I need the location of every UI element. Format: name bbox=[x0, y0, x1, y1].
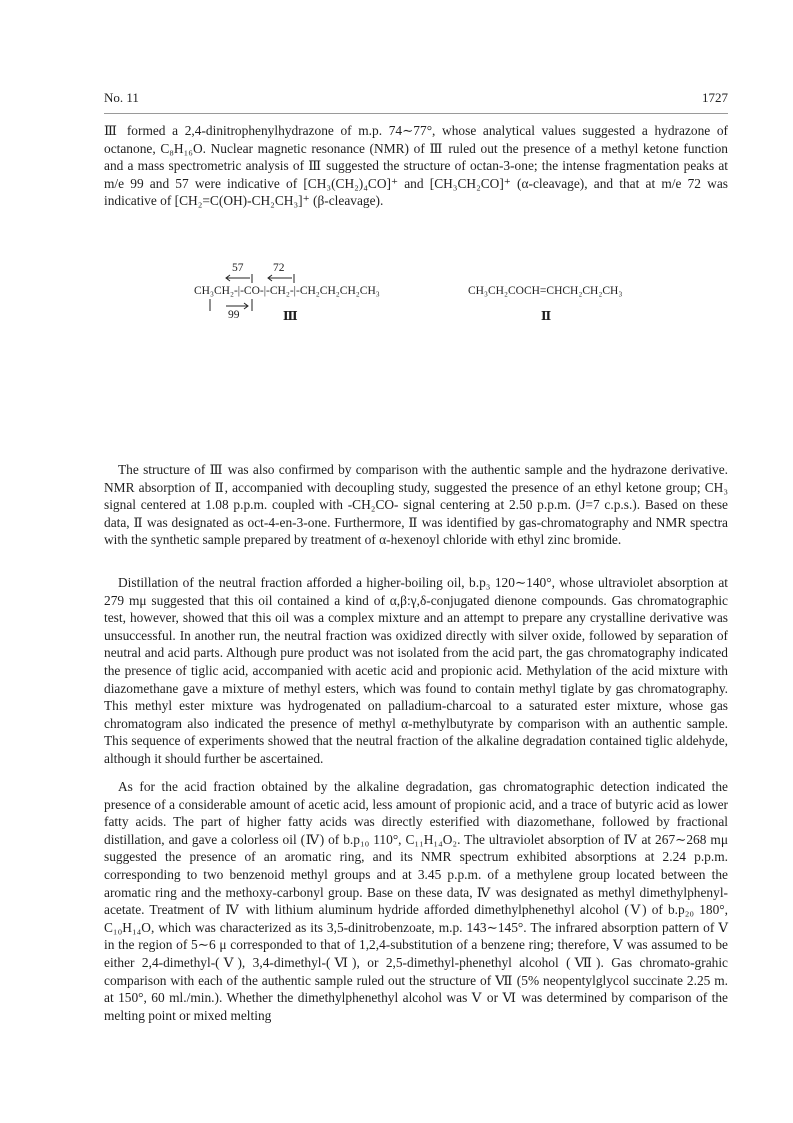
compound-III-label: Ⅲ bbox=[283, 309, 298, 323]
compound-II-label: Ⅱ bbox=[541, 309, 552, 323]
fragment-57-label: 57 bbox=[232, 262, 244, 274]
paragraph-acid-fraction: As for the acid fraction obtained by the alkaline degradation, gas chromatographic detection indicated the presence of a considerable amount of acetic acid, less amount of propionic acid, and a trace of butyric acid as lower fatty acids. The part of higher fatty acids was directly esterified with diazomethane, followed by fractional distillation, and gave a colorless oil (Ⅳ) of b.p₁₀ 110°, C₁₁H₁₄O₂. The ultraviolet absorption of Ⅳ at 267∼268 mμ suggested the presence of an aromatic ring, and its NMR spectrum exhibited absorptions at 2.24 p.p.m. corresponding to two benzenoid methyl groups and at 3.45 p.p.m. of a methylene group located between the aromatic ring and the methoxy-carbonyl group. Base on these data, Ⅳ was designated as methyl dimethylphenyl-acetate. Treatment of Ⅳ with lithium aluminum hydride afforded dimethylphenethyl alcohol (Ⅴ) of b.p₂₀ 180°, C₁₀H₁₄O, which was characterized as its 3,5-dinitrobenzoate, m.p. 143∼145°. The infrared absorption pattern of Ⅴ in the region of 5∼6 μ corresponded to that of 1,2,4-substitution of a benzene ring; therefore, Ⅴ was assumed to be either 2,4-dimethyl-(Ⅴ), 3,4-dimethyl-(Ⅵ), or 2,5-dimethyl-phenethyl alcohol (Ⅶ). Gas chromato-grahic comparison with each of the authentic sample ruled out the structure of Ⅶ (5% neopentylglycol succinate 2.25 m. at 150°, 60 ml./min.). Whether the dimethylphenethyl alcohol was Ⅴ or Ⅵ was determined by comparison of the melting point or mixed melting bbox=[104, 779, 728, 1023]
fragment-99-label: 99 bbox=[228, 309, 240, 321]
paragraph-neutral-fraction: Distillation of the neutral fraction afforded a higher-boiling oil, b.p₃ 120∼140°, whose ultraviolet absorption at 279 mμ suggested that this oil contained a kind of α,β:γ,δ-conjugated dienone compounds. Gas chromatographic test, however, showed that this oil was a complex mixture and an attempt to prepare any crystalline derivative was unsuccessful. In another run, the neutral fraction was oxidized directly with silver oxide, followed by separation of neutral and acid parts. Although pure product was not isolated from the acid part, the gas chromatography indicated the presence of tiglic acid, accompanied with acetic acid and propionic acid. Methylation of the acid mixture with diazomethane gave a mixture of methyl esters, which was found to contain methyl tiglate by gas chromatography. This methyl ester mixture was hydrogenated on palladium-charcoal to a saturated ester mixture, whose gas chromatogram also indicated the presence of methyl α-methylbutyrate by comparison with an authentic sample. This sequence of experiments showed that the neutral fraction of the alkaline degradation contained tiglic aldehyde, although it should further be ascertained. bbox=[104, 575, 728, 766]
octenone-formula: CH₃CH₂COCH=CHCH₂CH₂CH₃ bbox=[468, 285, 623, 297]
octan-3-one-formula: CH₃CH₂-|-CO-|-CH₂-|-CH₂CH₂CH₂CH₃ bbox=[194, 285, 380, 297]
fragment-72-label: 72 bbox=[273, 262, 285, 274]
paragraph-octanone: Ⅲ formed a 2,4-dinitrophenylhydrazone of m.p. 74∼77°, whose analytical values suggested a hydrazone of octanone, C₈H₁₆O. Nuclear magnetic resonance (NMR) of Ⅲ ruled out the presence of a methyl ketone function and a mass spectrometric analysis of Ⅲ suggested the structure of octan-3-one; the intense fragmentation peaks at m/e 99 and 57 were indicative of [CH₃(CH₂)₄CO]⁺ and [CH₃CH₂CO]⁺ (α-cleavage), and that at m/e 72 was indicative of [CH₂=C(OH)-CH₂CH₃]⁺ (β-cleavage). bbox=[104, 123, 728, 209]
journal-issue: No. 11 bbox=[104, 90, 139, 105]
paragraph-octenone: The structure of Ⅲ was also confirmed by comparison with the authentic sample and the hydrazone derivative. NMR absorption of Ⅱ, accompanied with decoupling study, suggested the presence of an ethyl ketone group; CH₃ signal centered at 1.08 p.p.m. coupled with -CH₂CO- signal centering at 2.50 p.p.m. (J=7 c.p.s.). Based on these data, Ⅱ was designated as oct-4-en-3-one. Furthermore, Ⅱ was identified by gas-chromatography and NMR spectra with the synthetic sample prepared by treatment of α-hexenoyl chloride with ethyl zinc bromide. bbox=[104, 462, 728, 548]
page-number: 1727 bbox=[702, 90, 728, 105]
